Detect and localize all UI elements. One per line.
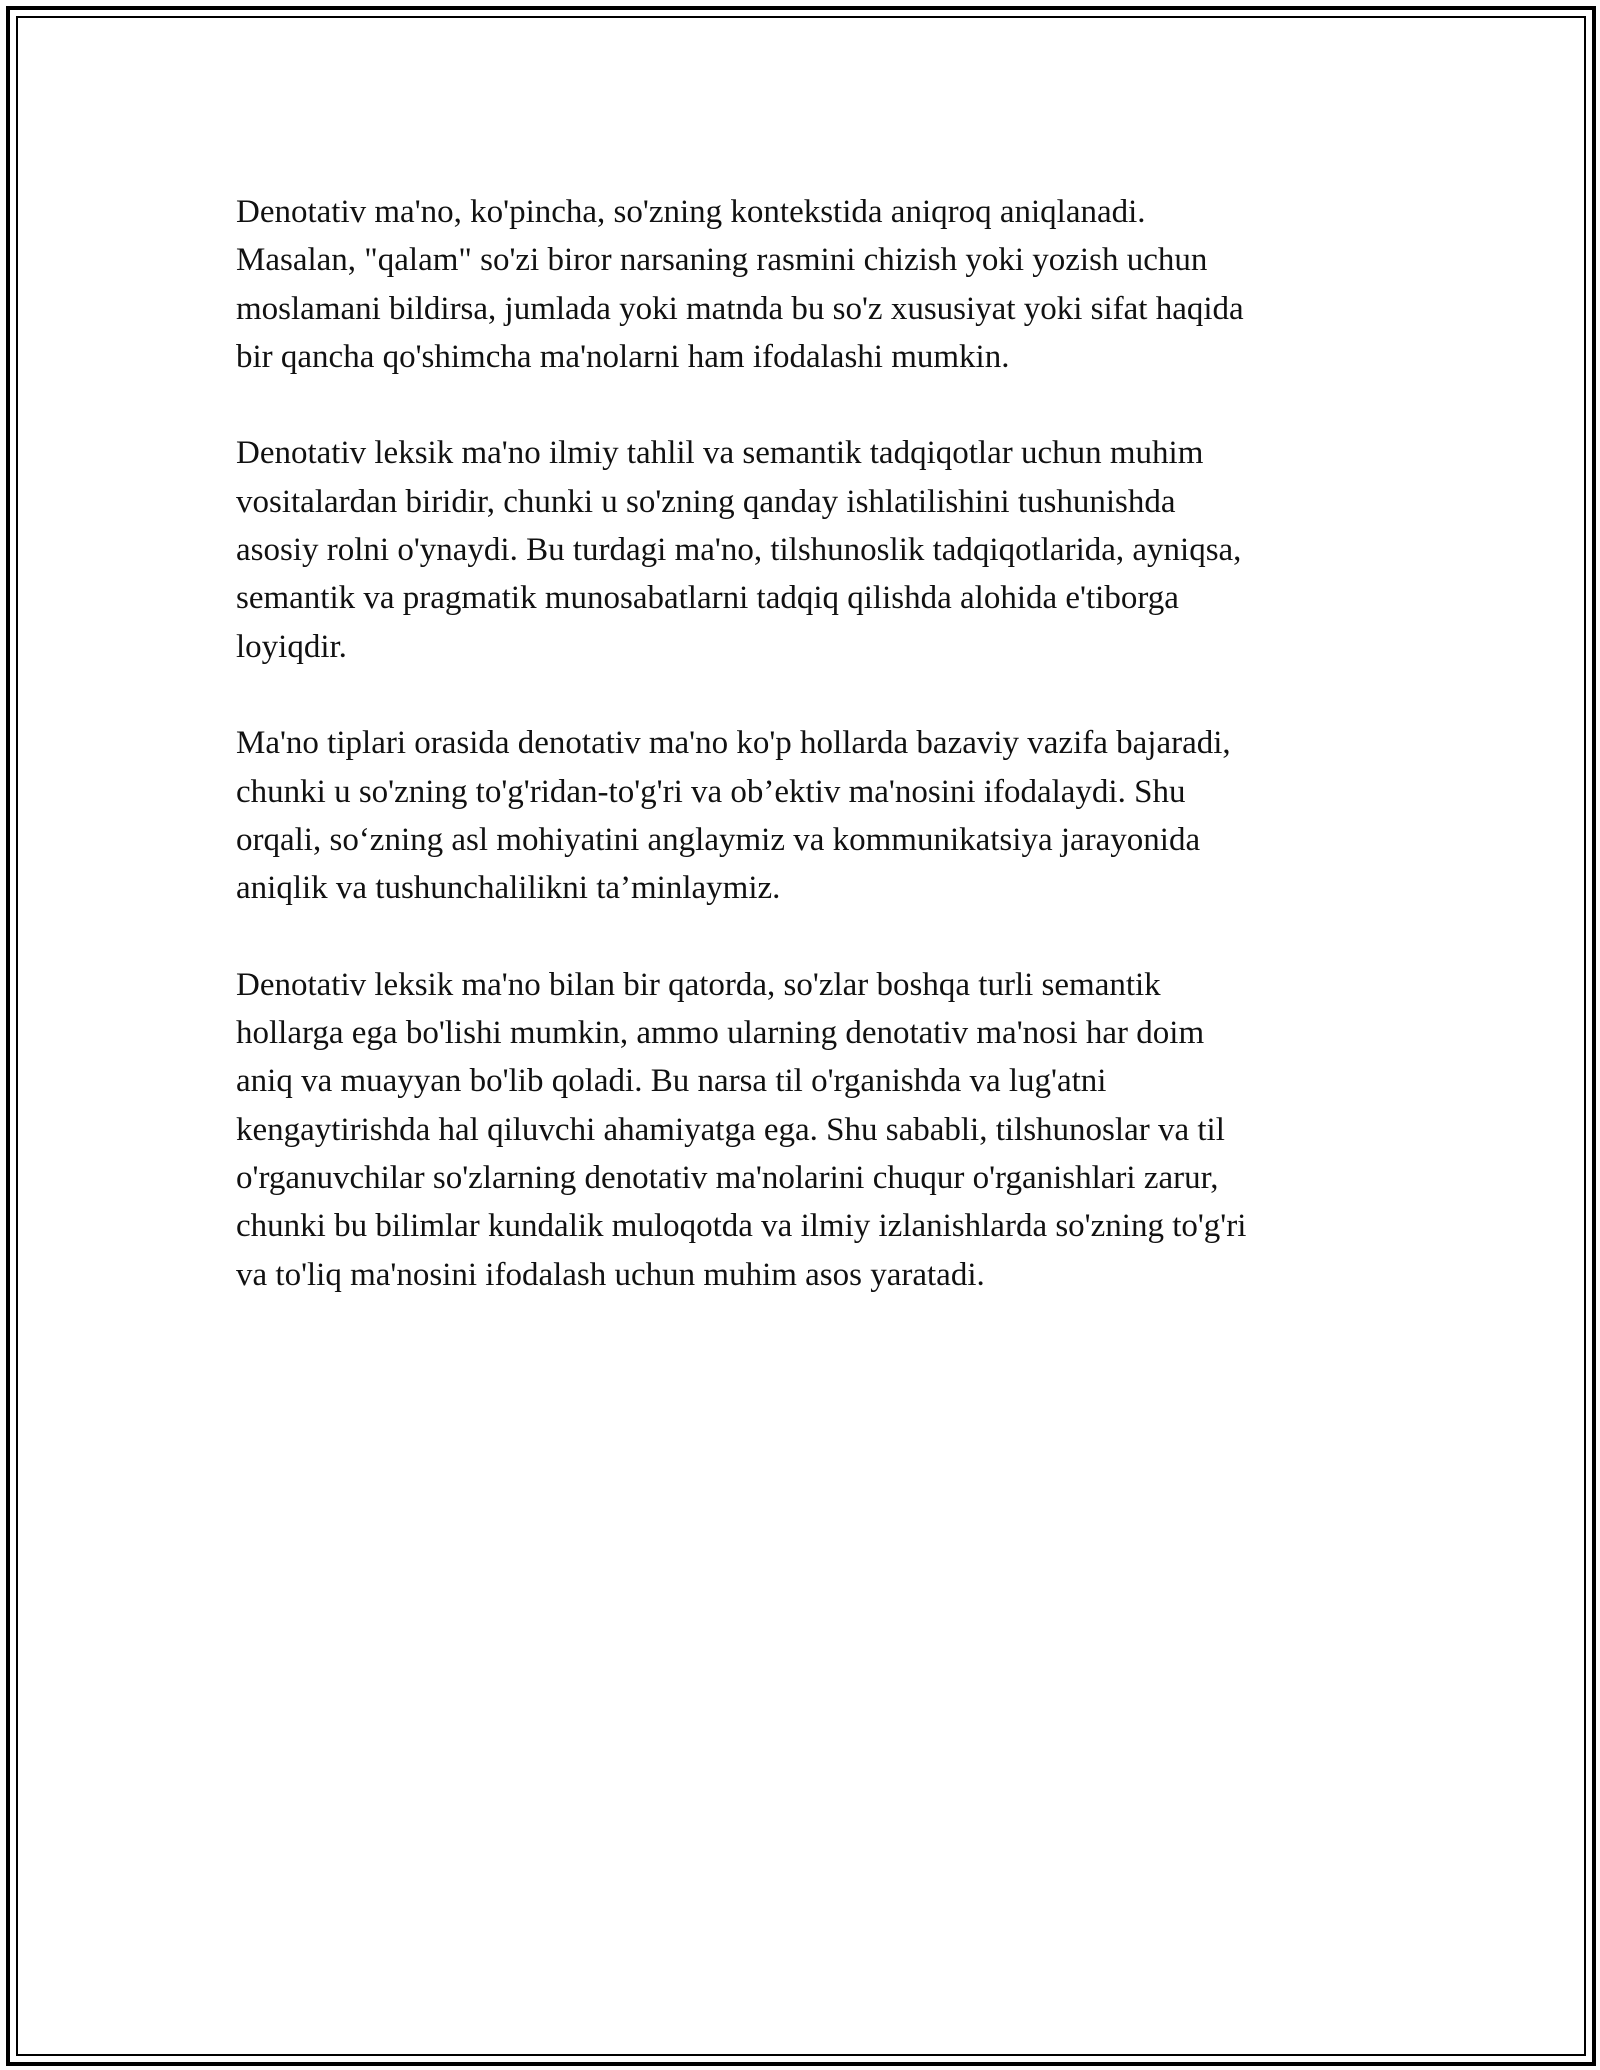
paragraph-4: Denotativ leksik ma'no bilan bir qatorda, so'zlar boshqa turli semantik hollarga ega bo'lishi mumkin, ammo ularning denotativ ma'nosi har doim aniq va muayyan bo'lib qoladi. Bu narsa til o'rganishda va lug'atni kengaytirishda hal qiluvchi ahamiyatga ega. Shu sababli, tilshunoslar va til o'rganuvchilar so'zlarning denotativ ma'nolarini chuqur o'rganishlari zarur, chunki bu bilimlar kundalik muloqotda va ilmiy izlanishlarda so'zning to'g'ri va to'liq ma'nosini ifodalash uchun muhim asos yaratadi. — [236, 966, 1247, 1293]
paragraph-1: Denotativ ma'no, ko'pincha, so'zning kontekstida aniqroq aniqlanadi. Masalan, "qalam" so'zi biror narsaning rasmini chizish yoki yozish uchun moslamani bildirsa, jumlada yoki matnda bu so'z xususiyat yoki sifat haqida bir qancha qo'shimcha ma'nolarni ham ifodalashi mumkin. — [236, 194, 1244, 375]
paragraph-2: Denotativ leksik ma'no ilmiy tahlil va semantik tadqiqotlar uchun muhim vositalardan biridir, chunki u so'zning qanday ishlatilishini tushunishda asosiy rolni o'ynaydi. Bu turdagi ma'no, tilshunoslik tadqiqotlarida, ayniqsa, semantik va pragmatik munosabatlarni tadqiq qilishda alohida e'tiborga loyiqdir. — [236, 435, 1242, 665]
document-body — [236, 188, 1376, 1347]
paragraph-3: Ma'no tiplari orasida denotativ ma'no ko'p hollarda bazaviy vazifa bajaradi, chunki u so'zning to'g'ridan-to'g'ri va ob’ektiv ma'nosini ifodalaydi. Shu orqali, so‘zning asl mohiyatini anglaymiz va kommunikatsiya jarayonida aniqlik va tushunchalilikni ta’minlaymiz. — [236, 725, 1231, 907]
